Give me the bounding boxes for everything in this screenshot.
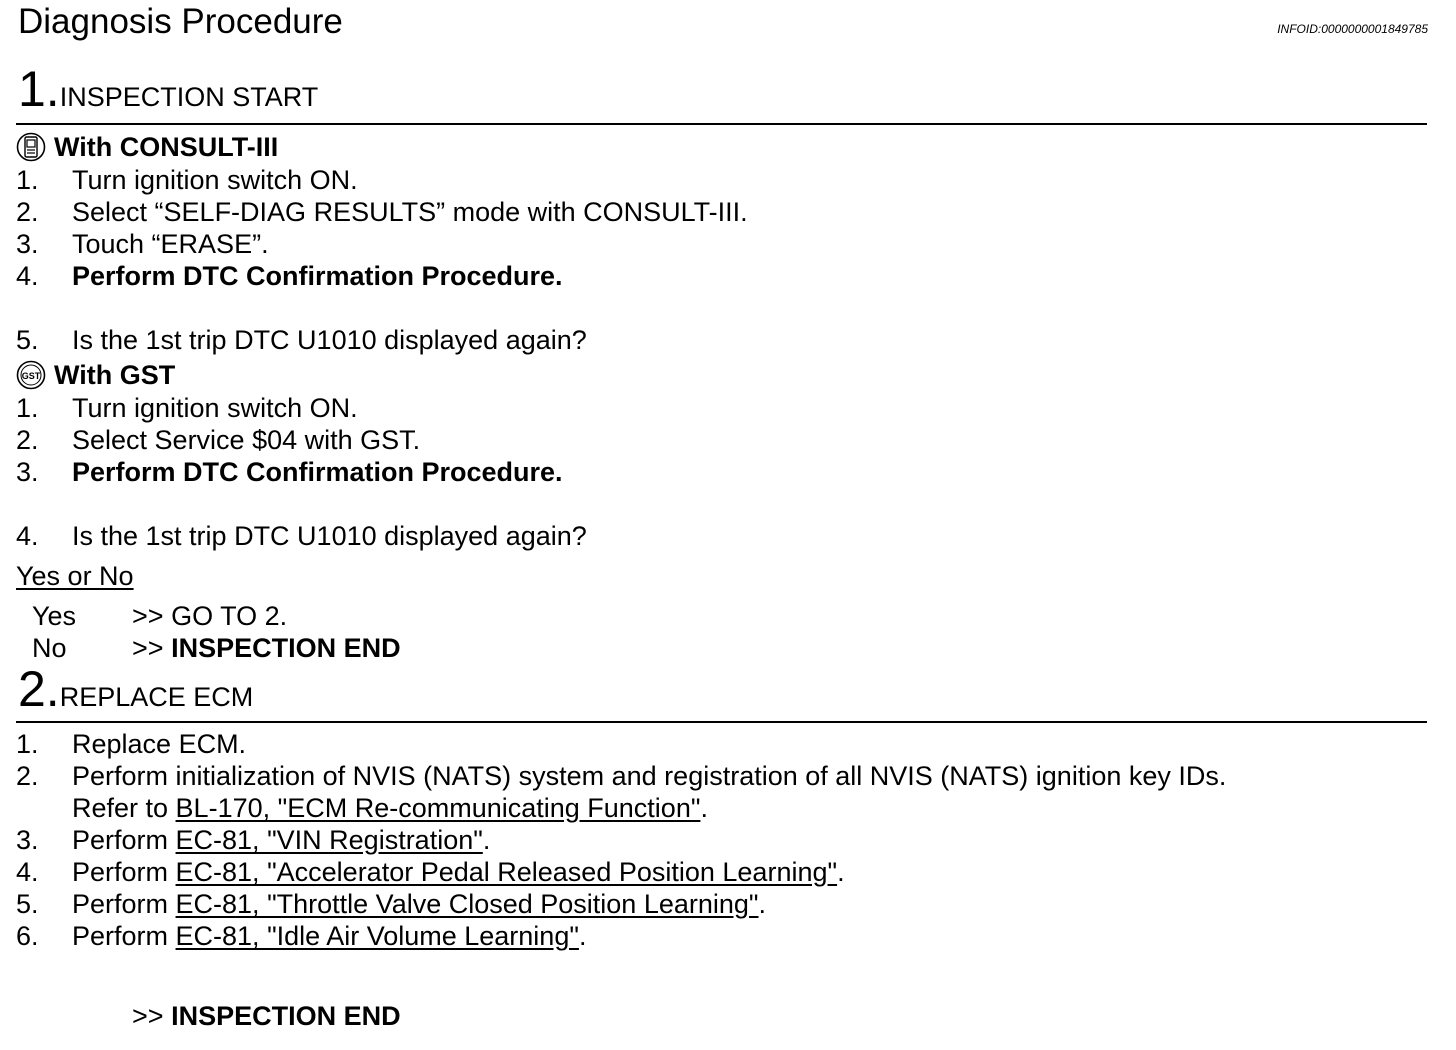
gst-heading-text: With GST	[54, 360, 176, 390]
step-title: INSPECTION START	[59, 82, 319, 112]
yes-or-no-label: Yes or No	[16, 561, 134, 591]
list-item: 2. Select Service $04 with GST.	[16, 425, 421, 455]
yes-action: GO TO 2.	[171, 601, 288, 631]
yes-row: Yes >> GO TO 2.	[32, 601, 288, 631]
consult-heading-text: With CONSULT-III	[54, 132, 279, 162]
list-item: 4. Perform EC-81, "Accelerator Pedal Released Position Learning".	[16, 857, 845, 887]
list-item: 5. Is the 1st trip DTC U1010 displayed again?	[16, 325, 587, 355]
step-2-heading	[18, 661, 254, 717]
reference-link[interactable]: EC-81, "Throttle Valve Closed Position Learning"	[175, 889, 759, 919]
gst-heading	[16, 359, 175, 391]
reference-link[interactable]: BL-170, "ECM Re-communicating Function"	[175, 793, 701, 823]
list-item: 4. Perform DTC Confirmation Procedure.	[16, 261, 563, 291]
reference-link[interactable]: EC-81, "Idle Air Volume Learning"	[175, 921, 579, 951]
consult-iii-icon	[16, 132, 46, 162]
list-item: 1. Turn ignition switch ON.	[16, 393, 358, 423]
info-id: INFOID:0000000001849785	[1277, 22, 1428, 36]
step-number: 1.	[18, 61, 60, 117]
no-row: No >> INSPECTION END	[32, 633, 401, 663]
consult-heading	[16, 131, 278, 163]
gst-icon	[16, 360, 46, 390]
list-item: 2. Select “SELF-DIAG RESULTS” mode with CONSULT-III.	[16, 197, 748, 227]
page-title: Diagnosis Procedure	[18, 2, 343, 41]
reference-link[interactable]: EC-81, "Accelerator Pedal Released Position Learning"	[175, 857, 838, 887]
list-item: 5. Perform EC-81, "Throttle Valve Closed Position Learning".	[16, 889, 767, 919]
list-item: 2. Perform initialization of NVIS (NATS) system and registration of all NVIS (NATS) ignition key IDs.	[16, 761, 1227, 791]
list-item: 1. Turn ignition switch ON.	[16, 165, 358, 195]
list-item: 3. Touch “ERASE”.	[16, 229, 269, 259]
divider	[16, 123, 1427, 125]
step-title: REPLACE ECM	[59, 682, 254, 712]
list-item: 3. Perform DTC Confirmation Procedure.	[16, 457, 563, 487]
no-action: INSPECTION END	[171, 633, 401, 663]
list-item: 3. Perform EC-81, "VIN Registration".	[16, 825, 491, 855]
step-1-heading	[18, 61, 319, 117]
divider	[16, 721, 1427, 723]
list-item-continuation: Refer to BL-170, "ECM Re-communicating Function".	[72, 793, 708, 823]
reference-link[interactable]: EC-81, "VIN Registration"	[175, 825, 483, 855]
list-item: 6. Perform EC-81, "Idle Air Volume Learning".	[16, 921, 587, 951]
svg-text:GST: GST	[21, 371, 41, 381]
final-action: >> INSPECTION END	[132, 1001, 401, 1031]
list-item: 1. Replace ECM.	[16, 729, 247, 759]
list-item: 4. Is the 1st trip DTC U1010 displayed again?	[16, 521, 587, 551]
step-number: 2.	[18, 661, 60, 717]
